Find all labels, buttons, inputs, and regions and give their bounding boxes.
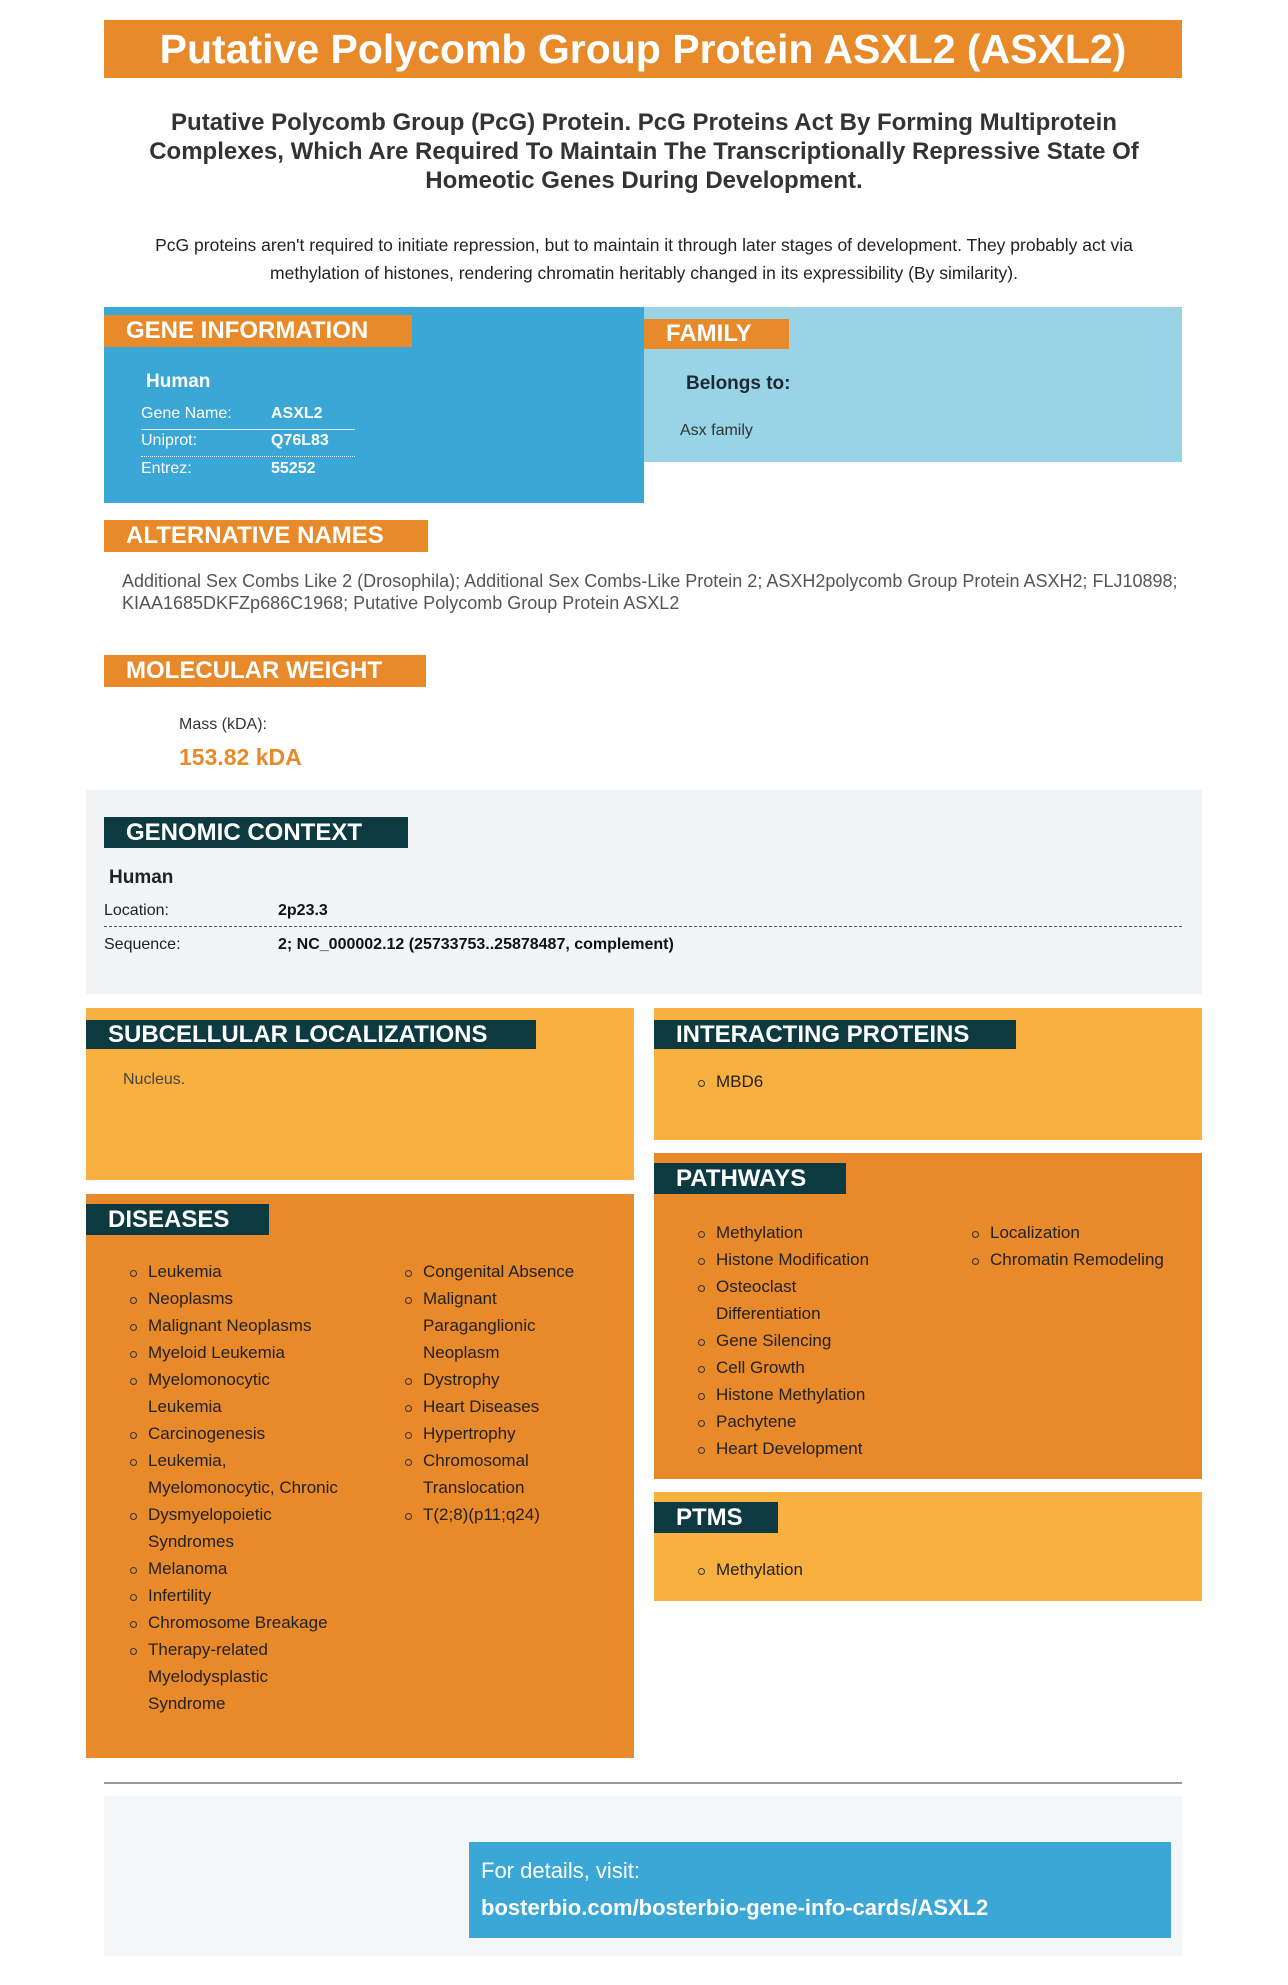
molecular-weight-heading: MOLECULAR WEIGHT bbox=[104, 655, 426, 687]
family-heading: FAMILY bbox=[644, 319, 789, 349]
list-item: Malignant Paraganglionic Neoplasm bbox=[403, 1285, 603, 1366]
list-item: Infertility bbox=[128, 1582, 342, 1609]
location-label: Location: bbox=[104, 902, 169, 919]
list-item: Heart Diseases bbox=[403, 1393, 603, 1420]
pathways-panel bbox=[654, 1153, 1202, 1479]
pathways-list-col1 bbox=[696, 1219, 896, 1462]
location-row bbox=[104, 895, 1182, 927]
entrez-label: Entrez: bbox=[141, 460, 192, 477]
footer-divider bbox=[104, 1782, 1182, 1784]
list-item: Dystrophy bbox=[403, 1366, 603, 1393]
details-link[interactable]: bosterbio.com/bosterbio-gene-info-cards/ASXL2 bbox=[481, 1895, 989, 1920]
list-item: Neoplasms bbox=[128, 1285, 342, 1312]
details-label: For details, visit: bbox=[481, 1858, 640, 1883]
list-item: Hypertrophy bbox=[403, 1420, 603, 1447]
list-item: Gene Silencing bbox=[696, 1327, 896, 1354]
ptms-panel bbox=[654, 1492, 1202, 1601]
entrez-row bbox=[141, 460, 355, 484]
list-item: Therapy-related Myelodysplastic Syndrome bbox=[128, 1636, 342, 1717]
interacting-proteins-list bbox=[696, 1068, 763, 1095]
family-belongs-label: Belongs to: bbox=[686, 373, 791, 394]
alternative-names-heading: ALTERNATIVE NAMES bbox=[104, 520, 428, 552]
list-item: Localization bbox=[970, 1219, 1190, 1246]
subcellular-text: Nucleus. bbox=[123, 1071, 186, 1088]
diseases-heading: DISEASES bbox=[86, 1204, 269, 1235]
list-item: Melanoma bbox=[128, 1555, 342, 1582]
list-item: MBD6 bbox=[696, 1068, 763, 1095]
details-link-box[interactable] bbox=[469, 1842, 1171, 1938]
page-title: Putative Polycomb Group Protein ASXL2 (ASXL2) bbox=[104, 20, 1182, 78]
diseases-panel bbox=[86, 1194, 634, 1758]
genomic-organism: Human bbox=[109, 867, 174, 888]
protein-subtitle: Putative Polycomb Group (PcG) Protein. PcG Proteins Act By Forming Multiprotein Complexes, Which Are Required To Maintain The Transcriptionally Repressive State Of Homeotic Genes During Development. bbox=[149, 109, 1139, 194]
family-panel bbox=[644, 307, 1182, 462]
list-item: Leukemia, Myelomonocytic, Chronic bbox=[128, 1447, 342, 1501]
list-item: Chromosomal Translocation bbox=[403, 1447, 603, 1501]
list-item: Congenital Absence bbox=[403, 1258, 603, 1285]
list-item: Methylation bbox=[696, 1219, 896, 1246]
list-item: Chromosome Breakage bbox=[128, 1609, 342, 1636]
alternative-names-text: Additional Sex Combs Like 2 (Drosophila); Additional Sex Combs-Like Protein 2; ASXH2polycomb Group Protein ASXH2; FLJ10898; KIAA1685DKFZp686C1968; Putative Polycomb Group Protein ASXL2 bbox=[122, 571, 1178, 613]
diseases-list-col2 bbox=[403, 1258, 603, 1528]
list-item: Myeloid Leukemia bbox=[128, 1339, 342, 1366]
gene-name-value: ASXL2 bbox=[271, 405, 323, 422]
gene-name-row bbox=[141, 405, 355, 430]
gene-information-heading: GENE INFORMATION bbox=[104, 315, 412, 347]
interacting-proteins-heading: INTERACTING PROTEINS bbox=[654, 1020, 1016, 1049]
sequence-value: 2; NC_000002.12 (25733753..25878487, complement) bbox=[278, 936, 674, 953]
list-item: T(2;8)(p11;q24) bbox=[403, 1501, 603, 1528]
gene-organism: Human bbox=[146, 371, 211, 392]
list-item: Malignant Neoplasms bbox=[128, 1312, 342, 1339]
list-item: Osteoclast Differentiation bbox=[696, 1273, 896, 1327]
list-item: Histone Methylation bbox=[696, 1381, 896, 1408]
list-item: Pachytene bbox=[696, 1408, 896, 1435]
uniprot-label: Uniprot: bbox=[141, 432, 198, 449]
interacting-proteins-panel bbox=[654, 1008, 1202, 1140]
pathways-heading: PATHWAYS bbox=[654, 1163, 846, 1194]
genomic-context-heading: GENOMIC CONTEXT bbox=[104, 817, 408, 848]
ptms-heading: PTMS bbox=[654, 1502, 778, 1533]
gene-name-label: Gene Name: bbox=[141, 405, 232, 422]
protein-summary: PcG proteins aren't required to initiate repression, but to maintain it through later stages of development. They probably act via methylation of histones, rendering chromatin heritably changed in its expressibility (By similarity). bbox=[155, 235, 1133, 283]
list-item: Heart Development bbox=[696, 1435, 896, 1462]
location-value: 2p23.3 bbox=[278, 902, 328, 919]
subcellular-heading: SUBCELLULAR LOCALIZATIONS bbox=[86, 1020, 536, 1049]
sequence-label: Sequence: bbox=[104, 936, 181, 953]
list-item: Leukemia bbox=[128, 1258, 342, 1285]
pathways-list-col2 bbox=[970, 1219, 1190, 1273]
list-item: Cell Growth bbox=[696, 1354, 896, 1381]
family-value: Asx family bbox=[680, 422, 753, 439]
uniprot-row bbox=[141, 432, 355, 457]
mass-value: 153.82 kDA bbox=[179, 744, 302, 770]
sequence-row bbox=[104, 930, 1182, 960]
ptms-list bbox=[696, 1556, 803, 1583]
diseases-list-col1 bbox=[128, 1258, 342, 1717]
entrez-value: 55252 bbox=[271, 460, 316, 477]
genomic-context-panel bbox=[86, 790, 1202, 994]
gene-information-panel bbox=[104, 307, 644, 503]
list-item: Carcinogenesis bbox=[128, 1420, 342, 1447]
list-item: Dysmyelopoietic Syndromes bbox=[128, 1501, 342, 1555]
list-item: Myelomonocytic Leukemia bbox=[128, 1366, 342, 1420]
subcellular-panel bbox=[86, 1008, 634, 1180]
list-item: Methylation bbox=[696, 1556, 803, 1583]
list-item: Histone Modification bbox=[696, 1246, 896, 1273]
uniprot-value: Q76L83 bbox=[271, 432, 329, 449]
list-item: Chromatin Remodeling bbox=[970, 1246, 1190, 1273]
mass-label: Mass (kDA): bbox=[179, 716, 267, 733]
